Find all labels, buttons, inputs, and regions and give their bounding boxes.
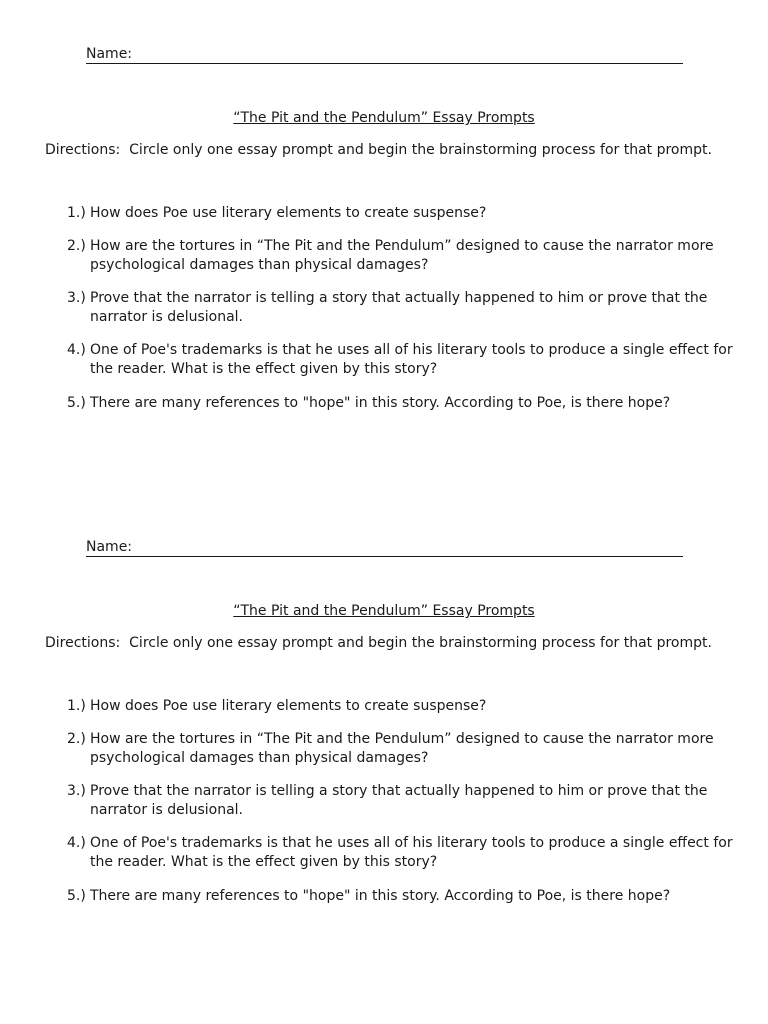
prompt-text: There are many references to "hope" in this story. According to Poe, is there hope? (90, 395, 671, 411)
prompt-text: Prove that the narrator is telling a story that actually happened to him or prove that the narrator is delusional. (90, 783, 708, 818)
prompt-text: How are the tortures in “The Pit and the Pendulum” designed to cause the narrator more psychological damages than physical damages? (90, 238, 714, 273)
prompt-item (67, 782, 750, 820)
prompt-item (67, 204, 750, 223)
prompt-text: One of Poe's trademarks is that he uses all of his literary tools to produce a single effect for the reader. What is the effect given by this story? (90, 342, 733, 377)
prompt-number: 2.) (67, 731, 86, 747)
prompt-item (67, 730, 750, 768)
prompt-number: 2.) (67, 238, 86, 254)
prompt-item (67, 697, 750, 716)
prompt-item (67, 237, 750, 275)
prompt-number: 3.) (67, 783, 86, 799)
prompt-text: How does Poe use literary elements to create suspense? (90, 205, 487, 221)
prompt-text: How are the tortures in “The Pit and the Pendulum” designed to cause the narrator more psychological damages than physical damages? (90, 731, 714, 766)
worksheet-title: “The Pit and the Pendulum” Essay Prompts (233, 603, 535, 619)
name-label: Name: (86, 539, 133, 555)
prompt-text: There are many references to "hope" in this story. According to Poe, is there hope? (90, 888, 671, 904)
name-line (86, 45, 683, 64)
directions-text: Directions: Circle only one essay prompt and begin the brainstorming process for that prompt. (45, 142, 712, 158)
prompt-number: 3.) (67, 290, 86, 306)
prompt-number: 4.) (67, 342, 86, 358)
prompt-number: 5.) (67, 888, 86, 904)
prompt-item (67, 834, 750, 872)
prompt-text: How does Poe use literary elements to create suspense? (90, 698, 487, 714)
prompt-number: 1.) (67, 698, 86, 714)
name-label: Name: (86, 46, 133, 62)
directions-text: Directions: Circle only one essay prompt and begin the brainstorming process for that prompt. (45, 635, 712, 651)
prompt-number: 1.) (67, 205, 86, 221)
prompt-text: One of Poe's trademarks is that he uses all of his literary tools to produce a single effect for the reader. What is the effect given by this story? (90, 835, 733, 870)
name-line (86, 538, 683, 557)
prompt-item (67, 887, 750, 906)
prompt-text: Prove that the narrator is telling a story that actually happened to him or prove that the narrator is delusional. (90, 290, 708, 325)
prompt-number: 5.) (67, 395, 86, 411)
worksheet-title: “The Pit and the Pendulum” Essay Prompts (233, 110, 535, 126)
prompt-number: 4.) (67, 835, 86, 851)
prompt-item (67, 394, 750, 413)
prompt-item (67, 341, 750, 379)
prompt-item (67, 289, 750, 327)
